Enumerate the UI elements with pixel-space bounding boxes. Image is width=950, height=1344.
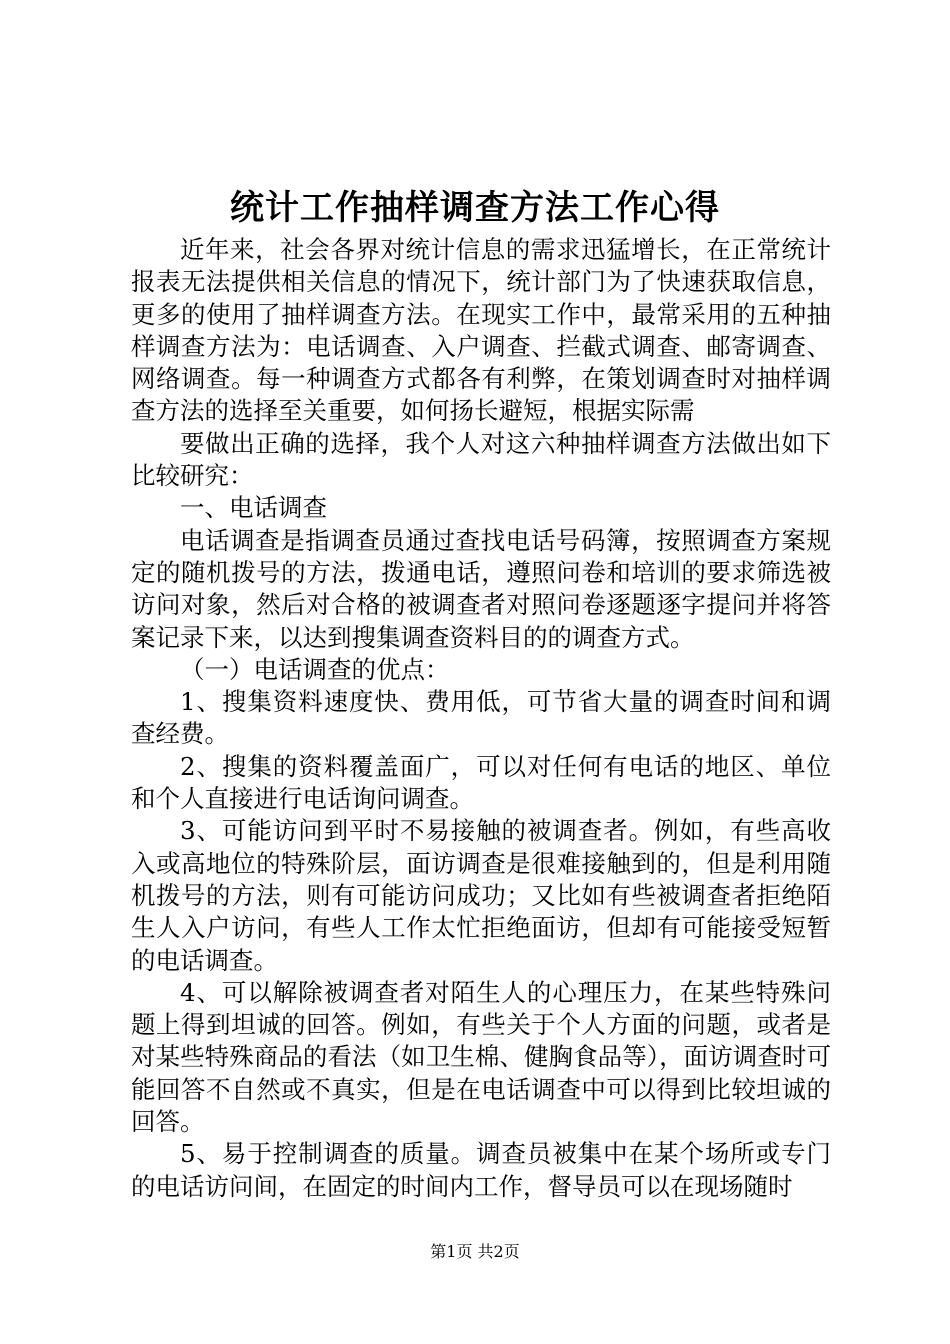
paragraph-intro: 近年来，社会各界对统计信息的需求迅猛增长，在正常统计报表无法提供相关信息的情况下，统计部门为了快速获取信息，更多的使用了抽样调查方法。在现实工作中，最常采用的五种抽样调查方法为：电话调查、入户调查、拦截式调查、邮寄调查、网络调查。每一种调查方式都各有利弊，在策划调查时对抽样调查方法的选择至关重要，如何扬长避短，根据实际需 <box>131 235 831 426</box>
list-item-advantage-2: 2、搜集的资料覆盖面广，可以对任何有电话的地区、单位和个人直接进行电话询问调查。 <box>131 751 831 814</box>
subsection-heading-advantages: （一）电话调查的优点： <box>180 654 450 684</box>
section-heading-phone-survey: 一、电话调查 <box>180 493 327 523</box>
document-title: 统计工作抽样调查方法工作心得 <box>230 188 720 228</box>
page-footer: 第1页 共2页 <box>430 1242 520 1261</box>
list-item-advantage-3: 3、可能访问到平时不易接触的被调查者。例如，有些高收入或高地位的特殊阶层，面访调查是很难接触到的，但是利用随机拨号的方法，则有可能访问成功；又比如有些被调查者拒绝陌生人入户访问，有些人工作太忙拒绝面访，但却有可能接受短暂的电话调查。 <box>131 816 831 975</box>
list-item-advantage-1: 1、搜集资料速度快、费用低，可节省大量的调查时间和调查经费。 <box>131 687 831 749</box>
document-body <box>131 234 831 1203</box>
list-item-advantage-5: 5、易于控制调查的质量。调查员被集中在某个场所或专门的电话访问间，在固定的时间内工作，督导员可以在现场随时 <box>131 1139 831 1201</box>
paragraph-intro-continued: 要做出正确的选择，我个人对这六种抽样调查方法做出如下比较研究： <box>131 428 831 491</box>
paragraph-phone-survey-definition: 电话调查是指调查员通过查找电话号码簿，按照调查方案规定的随机拨号的方法，拨通电话，遵照问卷和培训的要求筛选被访问对象，然后对合格的被调查者对照问卷逐题逐字提问并将答案记录下来，以达到搜集调查资料目的的调查方式。 <box>131 525 831 652</box>
list-item-advantage-4: 4、可以解除被调查者对陌生人的心理压力，在某些特殊问题上得到坦诚的回答。例如，有些关于个人方面的问题，或者是对某些特殊商品的看法（如卫生棉、健胸食品等），面访调查时可能回答不自然或不真实，但是在电话调查中可以得到比较坦诚的回答。 <box>131 977 831 1137</box>
